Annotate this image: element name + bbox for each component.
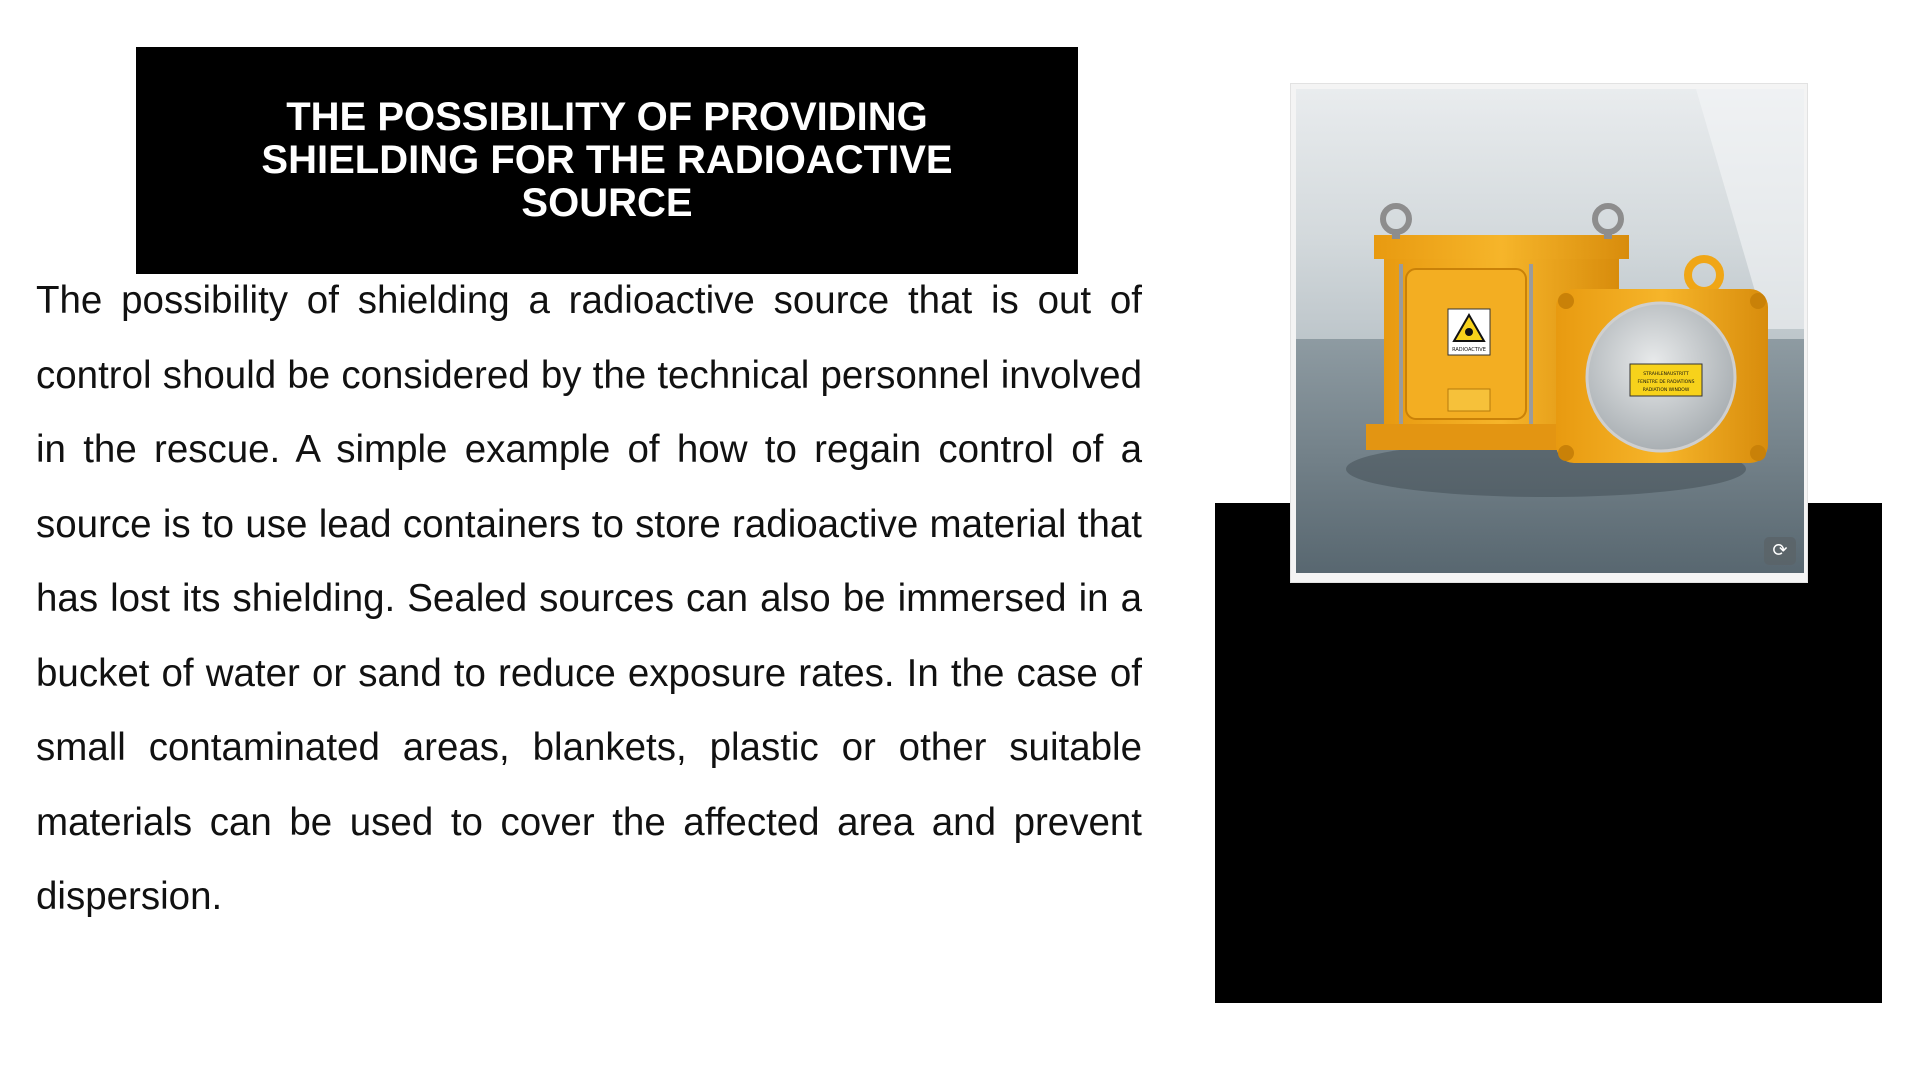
- body-paragraph: The possibility of shielding a radioactive source that is out of control should be considered by the technical personnel involved in the rescue. A simple example of how to regain control of a source is to use lead containers to store radioactive material that has lost its shielding. Sealed sources can also be immersed in a bucket of water or sand to reduce exposure rates. In the case of small contaminated areas, blankets, plastic or other suitable materials can be used to cover the affected area and prevent dispersion.: [36, 279, 1142, 918]
- svg-text:FENETRE DE RADIATIONS: FENETRE DE RADIATIONS: [1637, 380, 1695, 385]
- svg-text:STRAHLENAUSTRITT: STRAHLENAUSTRITT: [1643, 372, 1689, 377]
- svg-text:RADIATION WINDOW: RADIATION WINDOW: [1642, 388, 1690, 393]
- radioactive-label: RADIOACTIVE: [1452, 347, 1486, 353]
- photo-frame: [1290, 83, 1808, 583]
- title-box: [136, 47, 1078, 274]
- rotate-icon[interactable]: ⟳: [1764, 537, 1796, 565]
- lead-container-illustration: [1296, 89, 1804, 573]
- lead-container-photo: [1296, 89, 1804, 573]
- slide-title: THE POSSIBILITY OF PROVIDING SHIELDING FOR THE RADIOACTIVE SOURCE: [261, 95, 953, 225]
